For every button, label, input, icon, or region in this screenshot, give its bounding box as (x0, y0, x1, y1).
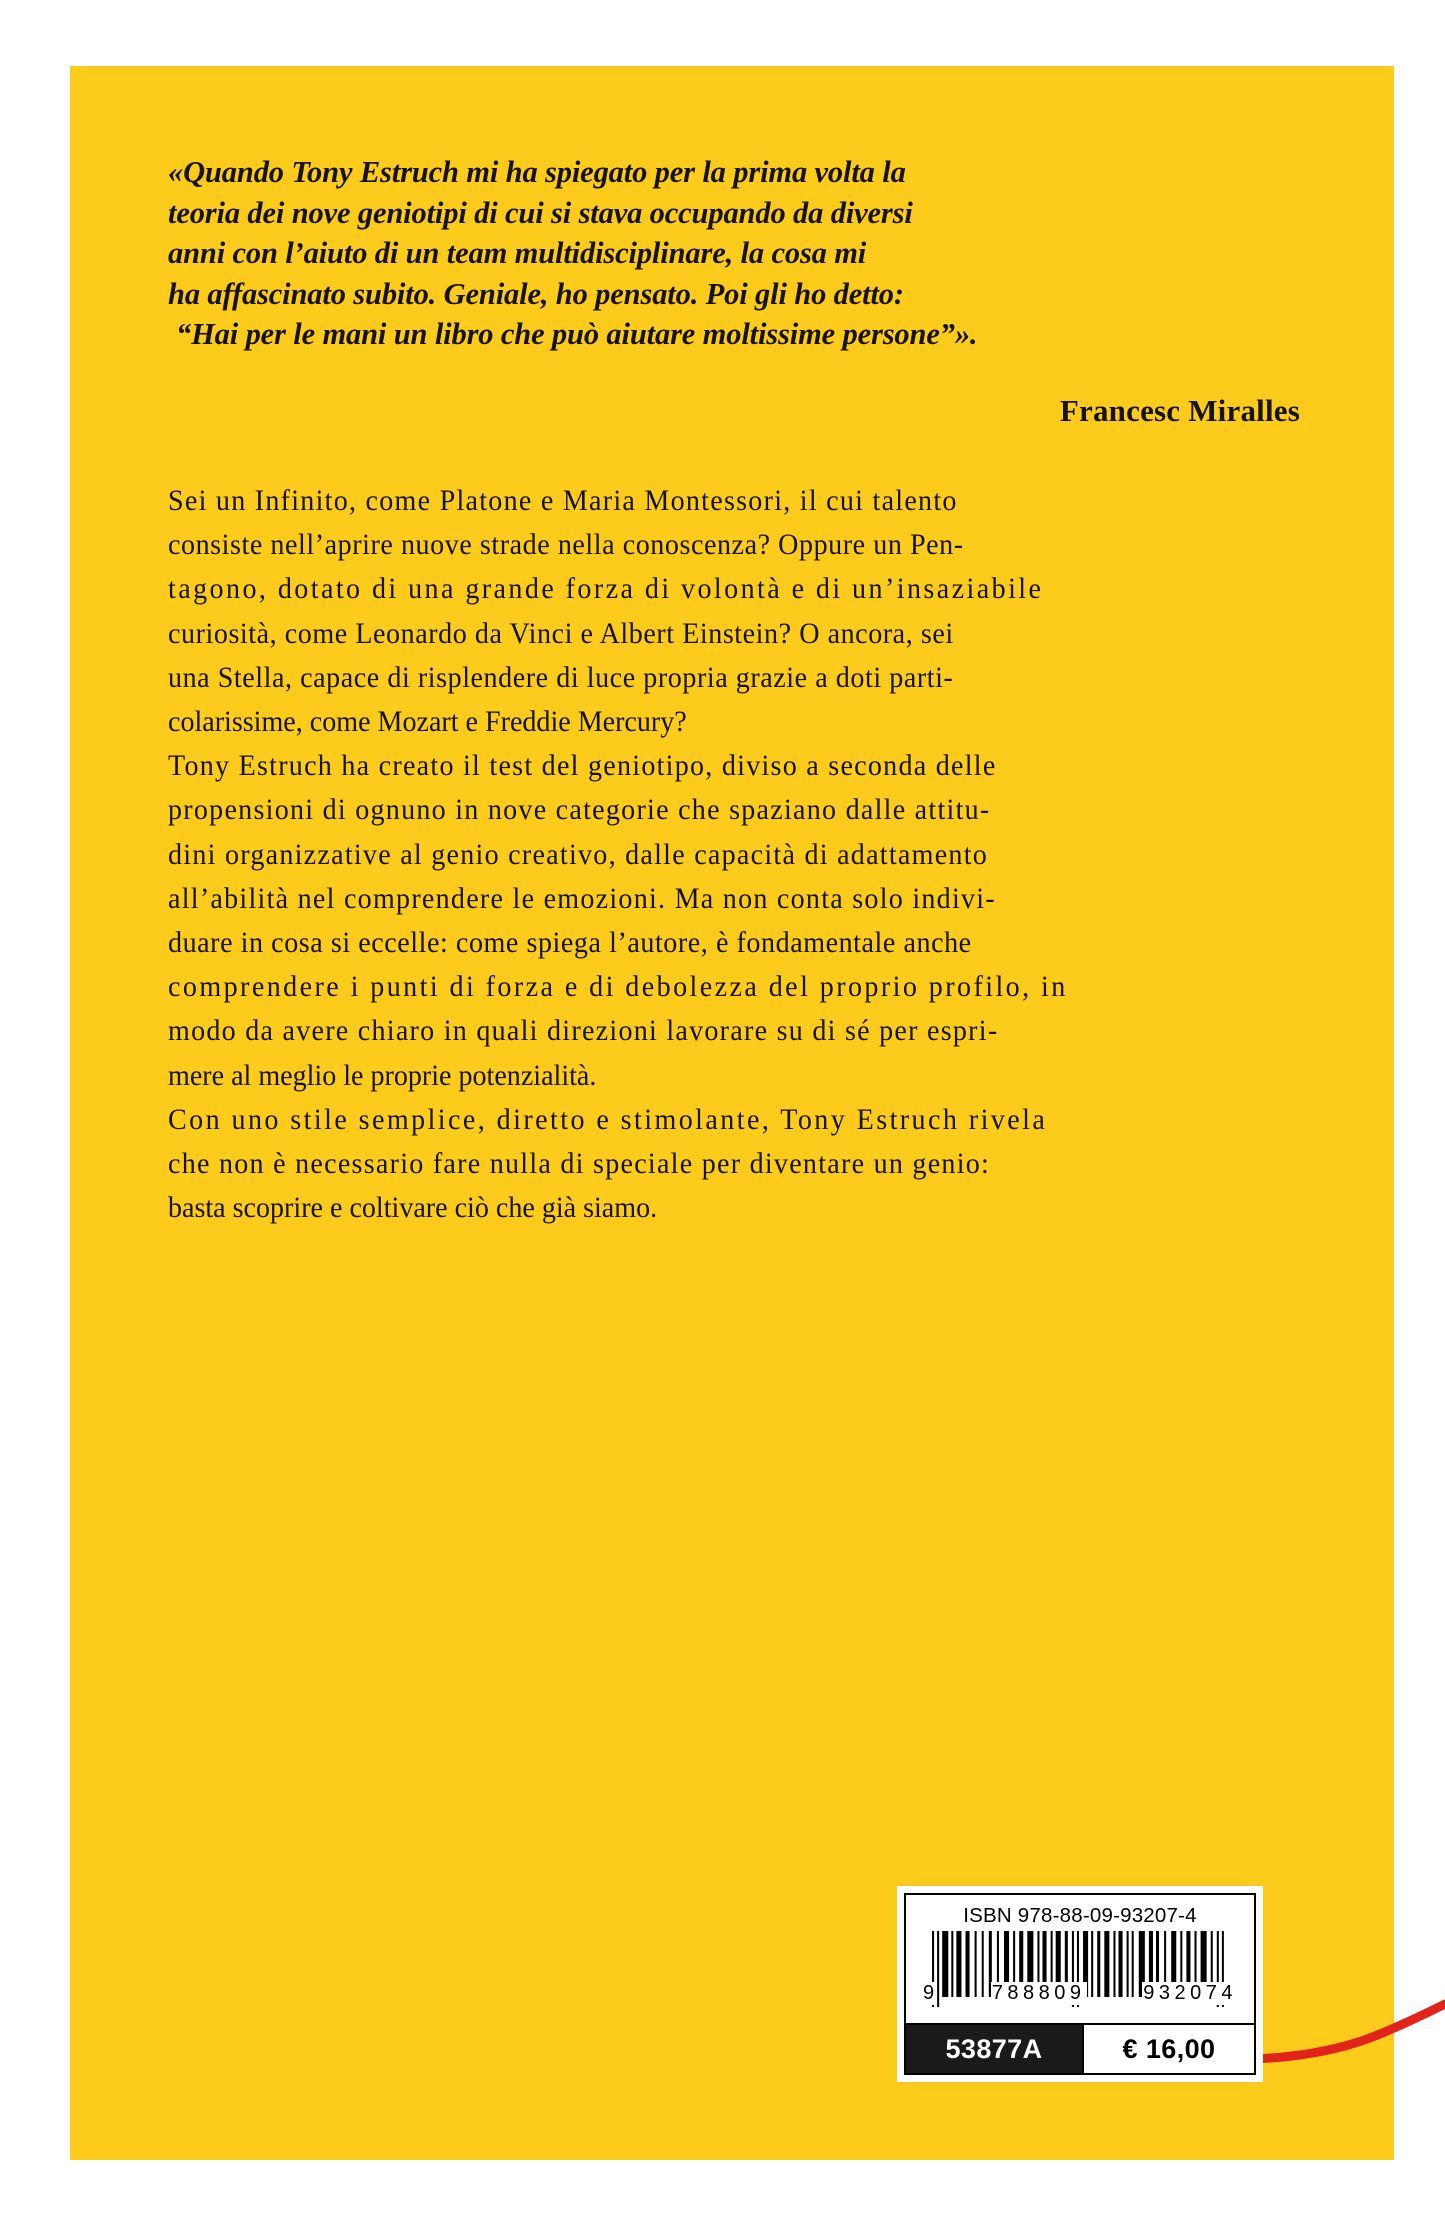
internal-code: 53877A (906, 2025, 1082, 2073)
quote-line: “Hai per le mani un libro che può aiutare moltissime persone”». (176, 317, 978, 351)
ean-right-group: 932074 (1143, 1982, 1237, 2004)
quote-attribution: Francesc Miralles (1059, 393, 1300, 428)
quote-line: teoria dei nove geniotipi di cui si stava occupando da diversi (168, 195, 913, 230)
blurb-line: all’abilità nel comprendere le emozioni. Ma non conta solo indivi- (168, 881, 996, 915)
price-row (906, 2023, 1254, 2073)
blurb-line: tagono, dotato di una grande forza di volontà e di un’insaziabile (168, 572, 1044, 606)
isbn-label: ISBN 978-88-09-93207-4 (963, 1904, 1197, 1927)
blurb-line: modo da avere chiaro in quali direzioni lavorare su di sé per espri- (168, 1014, 999, 1048)
blurb-line: Tony Estruch ha creato il test del geniotipo, diviso a seconda delle (168, 749, 997, 783)
blurb-line: propensioni di ognuno in nove categorie che spaziano dalle attitu- (168, 793, 991, 827)
ean-lead-digit: 9 (923, 1982, 935, 2004)
ean-left-group: 788809 (991, 1982, 1086, 2004)
price-label: € 16,00 (1082, 2025, 1254, 2073)
blurb-line: colarissime, come Mozart e Freddie Mercury? (168, 705, 687, 739)
blurb-line: basta scoprire e coltivare ciò che già siamo. (168, 1191, 658, 1225)
quote-line: ha affascinato subito. Geniale, ho pensato. Poi gli ho detto: (168, 276, 904, 311)
quote-line: «Quando Tony Estruch mi ha spiegato per la prima volta la (168, 155, 906, 189)
blurb-line: Sei un Infinito, come Platone e Maria Montessori, il cui talento (168, 484, 958, 517)
blurb-line: che non è necessario fare nulla di speciale per diventare un genio: (168, 1147, 991, 1181)
book-back-cover (70, 66, 1394, 2160)
blurb-line: curiosità, come Leonardo da Vinci e Albert Einstein? O ancora, sei (168, 616, 954, 650)
blurb-text (168, 479, 1298, 1230)
blurb-line: duare in cosa si eccelle: come spiega l’autore, è fondamentale anche (168, 926, 972, 960)
pull-quote (168, 152, 1300, 355)
blurb-line: Con uno stile semplice, diretto e stimolante, Tony Estruch rivela (168, 1102, 1048, 1136)
quote-line: anni con l’aiuto di un team multidisciplinare, la cosa mi (168, 236, 867, 270)
blurb-line: consiste nell’aprire nuove strade nella conoscenza? Oppure un Pen- (168, 528, 964, 562)
barcode-block (897, 1886, 1263, 2082)
blurb-line: una Stella, capace di risplendere di luce propria grazie a doti parti- (168, 660, 954, 694)
ean-digits (922, 1982, 1238, 2005)
blurb-line: dini organizzative al genio creativo, dalle capacità di adattamento (168, 837, 989, 871)
blurb-line: mere al meglio le proprie potenzialità. (168, 1058, 597, 1092)
barcode-frame (904, 1893, 1256, 2075)
blurb-line: comprendere i punti di forza e di debolezza del proprio profilo, in (168, 970, 1068, 1004)
